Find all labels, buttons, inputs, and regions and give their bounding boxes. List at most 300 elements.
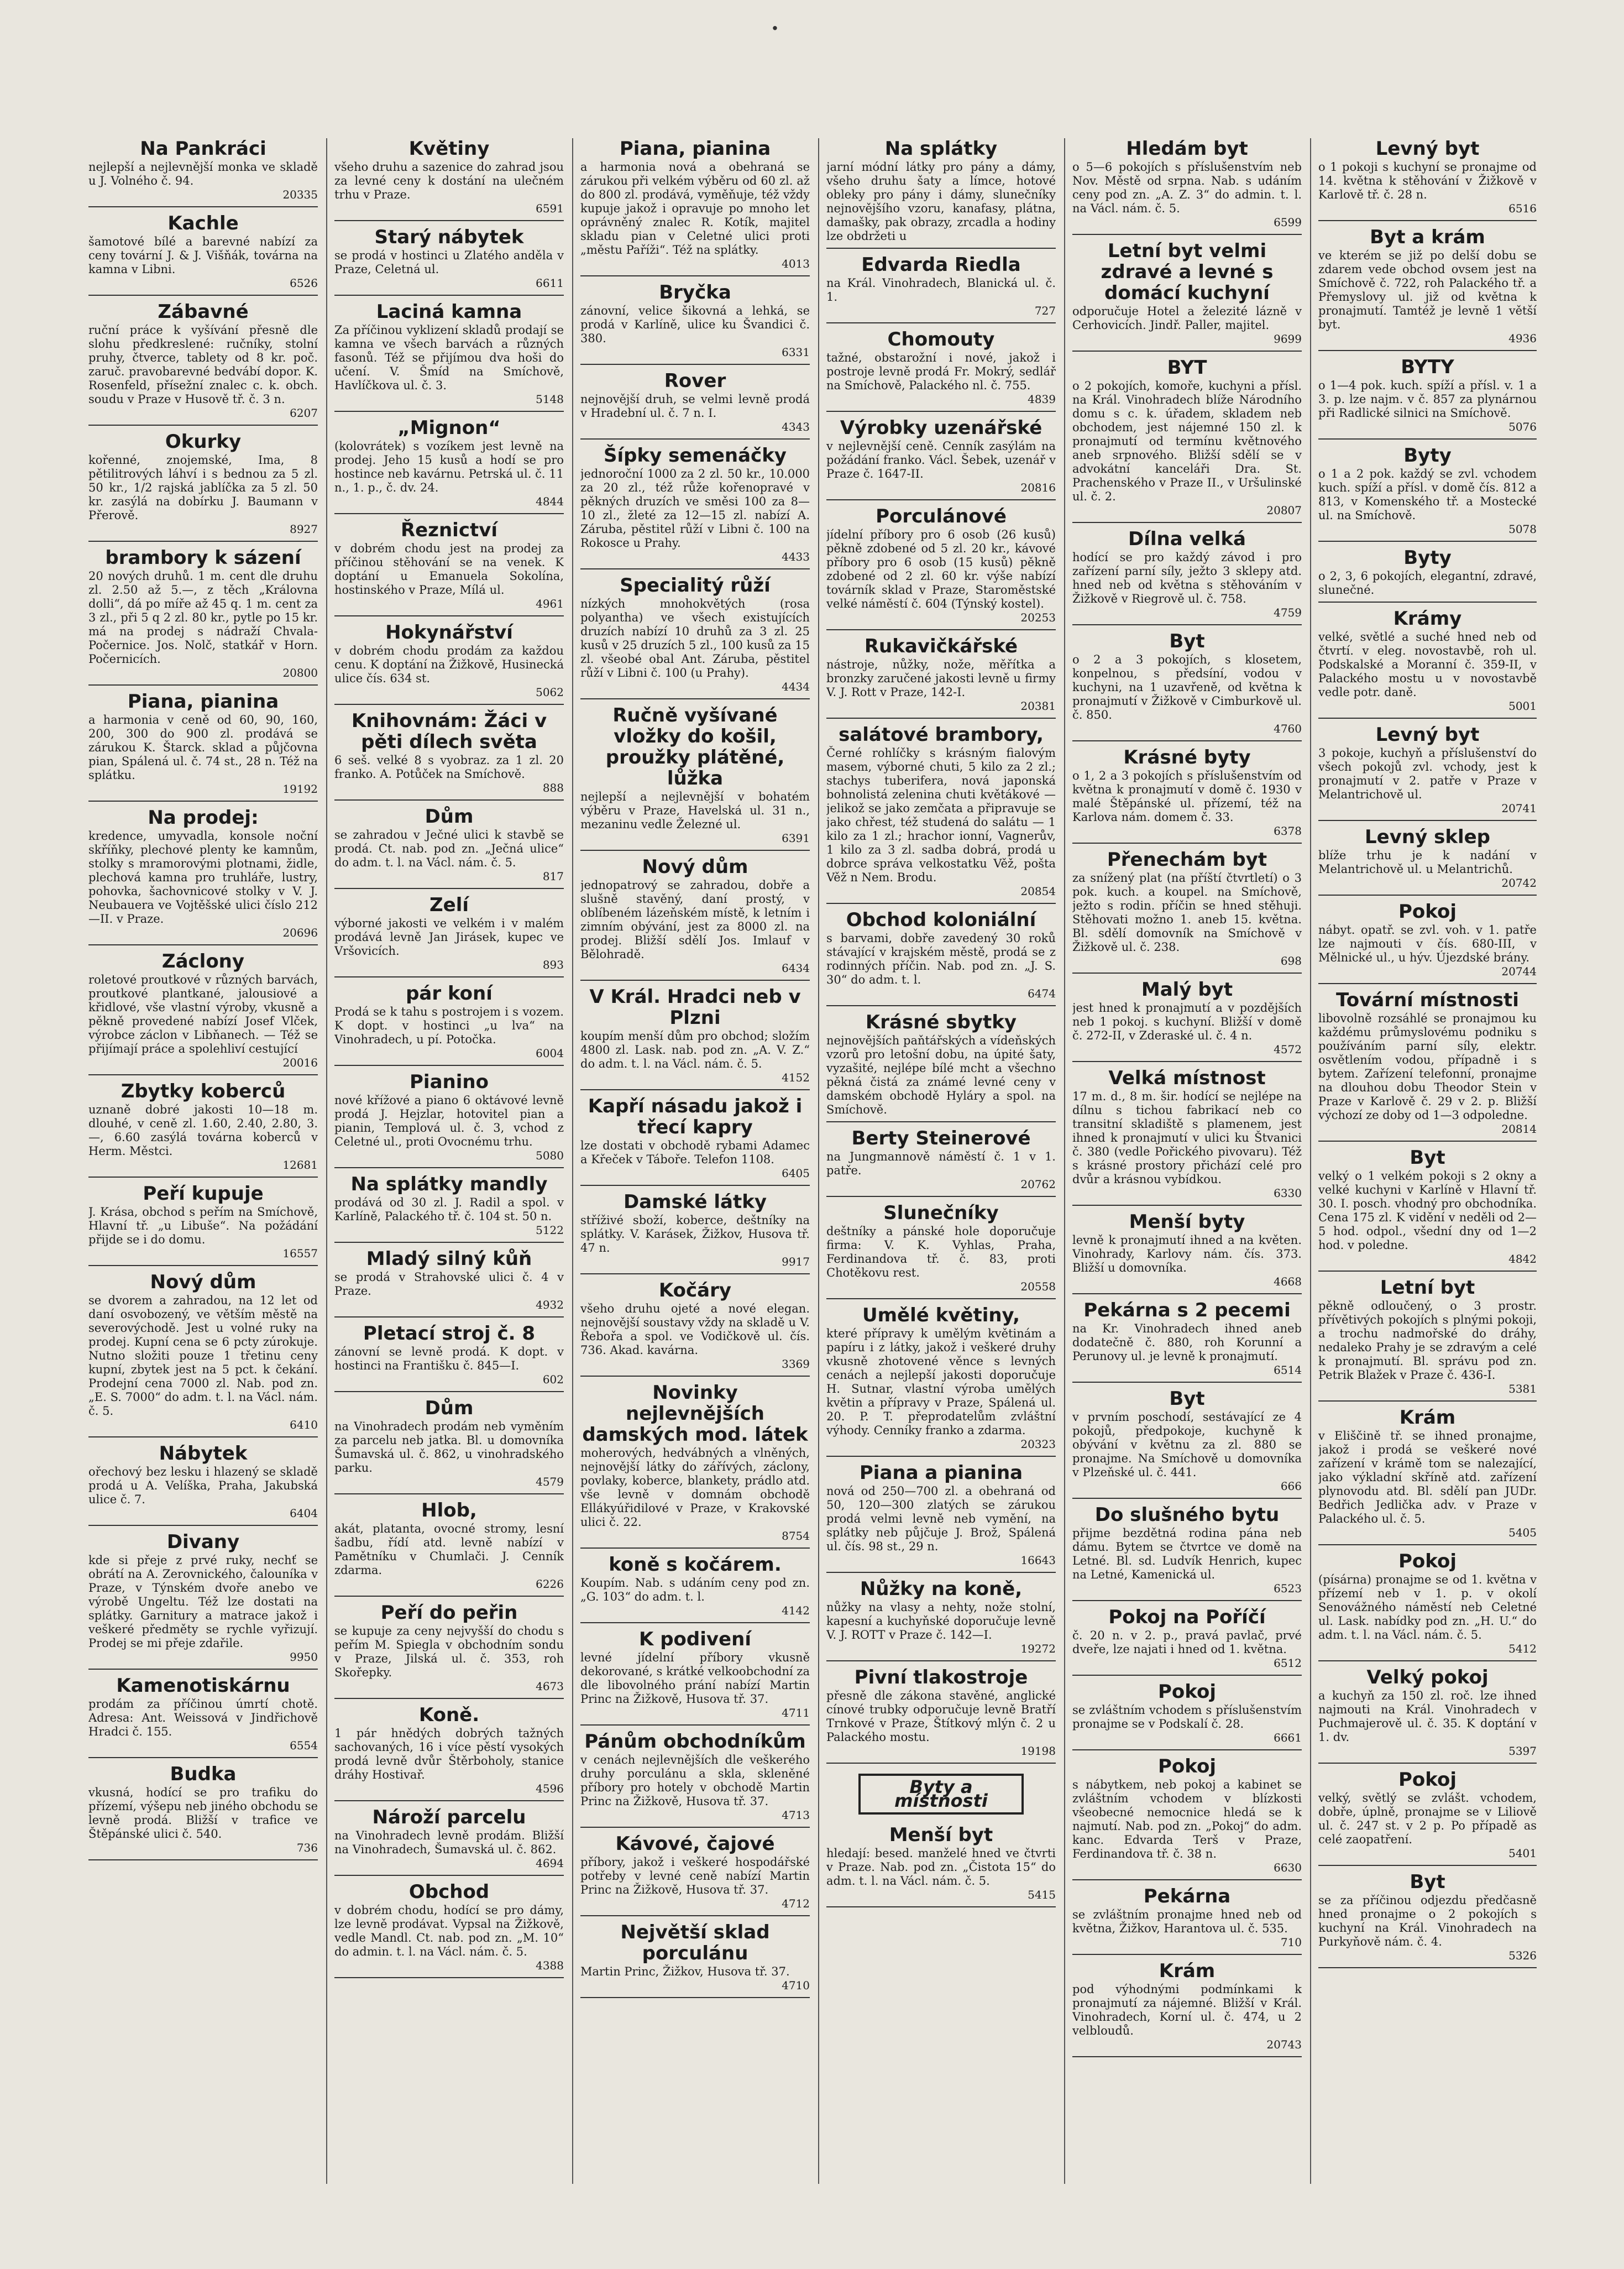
ad-number: 20814: [1501, 1122, 1537, 1136]
ad-body: a harmonia nová a obehraná se zárukou při velkém výběru od 60 zl. až do 800 zl. prodává, vyměňuje, též vždy kupuje jakož i opravuje po mnoho let oprávněný znalec R. Kotík, majitel skladu pian v Celetné ulici proti „městu Paříži“. Též na splátky.: [580, 160, 810, 257]
ad-headline: Dílna velká: [1128, 528, 1246, 550]
column-1: [88, 138, 318, 2184]
classified-ad: [580, 138, 810, 276]
classified-ad: [88, 1183, 318, 1266]
ad-headline: Zelí: [429, 894, 469, 916]
ad-headline: Pekárna s 2 pecemi: [1083, 1299, 1291, 1321]
ad-body: se zvláštním vchodem s příslušenstvím pronajme se v Podskalí č. 28.: [1072, 1703, 1302, 1730]
ad-headline: Levný byt: [1375, 138, 1480, 160]
classified-ad: [334, 1398, 564, 1494]
ad-body: všeho druhu ojeté a nové elegan. nejnovější soustavy vždy na skladě u V. Řebořa a spol. ve Vodičkově ul. čís. 736. Akad. kavárna.: [580, 1302, 810, 1357]
ad-headline: Kočáry: [658, 1279, 732, 1301]
ad-headline: Edvarda Riedla: [861, 254, 1021, 276]
classified-ad: [1072, 1504, 1302, 1601]
classified-ad: [826, 1305, 1056, 1457]
ad-number: 4842: [1508, 1252, 1537, 1266]
ad-number: 5401: [1508, 1847, 1537, 1860]
ad-body: nejlepší a nejlevnější v bohatém výběru v Praze, Havelská ul. 31 n., mezaninu vedle Železné ul.: [580, 790, 810, 831]
ad-body: Prodá se k tahu s postrojem i s vozem. K dopt. v hostinci „u lva“ na Vinohradech, u pí. Potočka.: [334, 1005, 564, 1046]
ad-number: 6512: [1274, 1656, 1302, 1670]
ad-body: o 5—6 pokojích s příslušenstvím neb Nov. Městě od srpna. Nab. s udáním ceny pod zn. „A. Z. 3“ do admin. t. l. na Václ. nám. č. 5.: [1072, 160, 1302, 215]
ad-number: 16643: [1020, 1554, 1056, 1567]
ad-number: 6330: [1274, 1186, 1302, 1200]
ad-headline: Mladý silný kůň: [366, 1248, 532, 1270]
ad-body: hledají: besed. manželé hned ve čtvrti v Praze. Nab. pod zn. „Čistota 15“ do adm. t. l. na Václ. nám. č. 5.: [826, 1847, 1056, 1888]
classified-ad: [334, 1248, 564, 1318]
classified-ad: [334, 227, 564, 296]
ad-body: se kupuje za ceny nejvyšší do chodu s peřím M. Spiegla v obchodním sondu v Praze, Jilská ul. č. 353, roh Skořepky.: [334, 1624, 564, 1679]
ad-number: 4433: [782, 550, 810, 563]
ad-number: 6004: [536, 1047, 564, 1060]
ad-headline: Pekárna: [1143, 1885, 1231, 1907]
classified-ad: [1072, 849, 1302, 974]
ad-headline: Pivní tlakostroje: [854, 1666, 1028, 1688]
classified-ad: [1318, 1147, 1537, 1272]
ad-body: v dobrém chodu, hodící se pro dámy, lze levně prodávat. Vypsal na Žižkově, vedle Mandl. Ct. nab. pod zn. „M. 10“ do admin. t. l. na Václ. nám. č. 5.: [334, 1904, 564, 1958]
ad-number: 4759: [1274, 606, 1302, 619]
ad-body: 3 pokoje, kuchyň a příslušenství do všech pokojů zvl. vchody, jest k pronajmutí v 2. patře v Praze v Melantrichově ul.: [1318, 746, 1537, 801]
classified-ad: [826, 138, 1056, 249]
ad-body: přesně dle zákona stavěné, anglické cínové trubky odporučuje levně Bratří Trnkové v Praze, Štítkový mlýn č. 2 u Palackého mostu.: [826, 1689, 1056, 1744]
classified-ad: [826, 329, 1056, 412]
ad-number: 5412: [1508, 1642, 1537, 1655]
ad-headline: Pokoj: [1158, 1681, 1216, 1703]
ad-headline: Největší sklad porculánu: [620, 1921, 770, 1964]
ad-number: 6391: [782, 832, 810, 845]
classified-ad: [826, 724, 1056, 904]
ad-number: 698: [1280, 954, 1302, 968]
ad-body: moherových, hedvábných a vlněných, nejnovější látky do zářívých, záclony, povlaky, koberce, blankety, prádlo atd. vše levně v domnám obchodě Ellákyúřidilové v Praze, v Krakovské ulici č. 22.: [580, 1446, 810, 1529]
ad-number: 4760: [1274, 722, 1302, 735]
ad-number: 5405: [1508, 1526, 1537, 1539]
ad-headline: Okurky: [165, 431, 242, 453]
ad-headline: Hokynářství: [385, 621, 513, 644]
classified-ad: [580, 575, 810, 699]
ad-number: 20854: [1020, 885, 1056, 898]
classified-ad: [1318, 138, 1537, 221]
ad-number: 6410: [290, 1418, 318, 1431]
ad-body: o 2 pokojích, komoře, kuchyni a přísl. na Král. Vinohradech blíže Národního domu s c. k. úřadem, skladem neb obchodem, jest nájemné 150 zl. k pronajmutí od termínu květnového aneb srpnového. Bližší sdělí se v advokátní kanceláři Dra. St. Prachenského v Praze II., v Uršulinské ul. č. 2.: [1072, 379, 1302, 503]
ad-body: blíže trhu je k nadání v Melantrichově ul. u Melantrichů.: [1318, 849, 1537, 876]
ad-headline: Květiny: [408, 138, 490, 160]
column-2: [334, 138, 564, 2184]
ad-number: 5001: [1508, 699, 1537, 713]
ad-headline: Řeznictví: [400, 519, 498, 541]
ad-headline: pár koní: [406, 982, 493, 1005]
ad-body: nejnovější druh, se velmi levně prodá v Hradební ul. č. 7 n. I.: [580, 393, 810, 420]
ad-number: 4839: [1028, 393, 1056, 406]
ad-number: 6226: [536, 1577, 564, 1591]
ad-headline: salátové brambory,: [839, 724, 1044, 746]
ad-number: 4710: [782, 1979, 810, 1992]
column-rule: [1310, 138, 1311, 2184]
ad-headline: Do slušného bytu: [1094, 1504, 1280, 1526]
ad-headline: Záclony: [161, 950, 245, 973]
classified-ad: [1072, 1886, 1302, 1955]
ad-number: 20253: [1020, 611, 1056, 624]
ad-body: a kuchyň za 150 zl. roč. lze ihned najmouti na Král. Vinohradech v Puchmajerově ul. č. 35. K doptání v 1. dv.: [1318, 1689, 1537, 1744]
ad-body: odporučuje Hotel a železité lázně v Cerhovicích. Jindř. Paller, majitel.: [1072, 305, 1302, 332]
ad-body: se prodá v Strahovské ulici č. 4 v Praze.: [334, 1271, 564, 1298]
ad-headline: Nový dům: [150, 1271, 256, 1293]
column-rule: [326, 138, 327, 2184]
classified-ad: [1318, 227, 1537, 351]
classified-ad: [1318, 445, 1537, 542]
classified-ad: [1072, 1607, 1302, 1676]
ad-body: nízkých mnohokvětých (rosa polyantha) ve všech existujících druzích nabízí 10 druhů za 3 zl. 25 kusů v 25 druzích 5 zl., 100 kusů za 15 zl. všeobé obal Ant. Záruba, pěstitel růží v Libni č. 100 (u Prahy).: [580, 597, 810, 679]
classified-ad: [1318, 990, 1537, 1142]
ad-number: 20335: [282, 188, 318, 201]
ad-number: 6526: [290, 276, 318, 290]
ad-headline: Byt: [1169, 630, 1205, 652]
ad-headline: Obchod: [408, 1881, 490, 1903]
ad-body: levné jídelní příbory vkusně dekorované, s krátké velkoobchodní za dle libovolného prání nabízí Martin Princ na Žižkově, Husova tř. 37.: [580, 1651, 810, 1706]
ad-headline: Byty: [1403, 445, 1452, 467]
ad-headline: Rover: [664, 370, 726, 392]
ad-number: 4343: [782, 420, 810, 433]
ad-headline: Pokoj na Poříčí: [1108, 1606, 1266, 1628]
ad-body: na Jungmannově náměstí č. 1 v 1. patře.: [826, 1150, 1056, 1177]
classified-ad: [826, 1128, 1056, 1197]
ad-body: tažné, obstarožní i nové, jakož i postroje levně prodá Fr. Mokrý, sedlář na Smíchově, Palackého nl. č. 755.: [826, 351, 1056, 392]
ad-number: 9699: [1274, 332, 1302, 346]
ad-headline: Laciná kamna: [376, 301, 522, 323]
classified-ad: [1318, 1407, 1537, 1545]
ad-number: 4694: [536, 1857, 564, 1870]
ad-number: 19272: [1020, 1642, 1056, 1655]
ad-headline: Budka: [170, 1763, 237, 1785]
ad-headline: Krám: [1159, 1960, 1216, 1982]
ad-body: nábyt. opatř. se zvl. voh. v 1. patře lze najmouti v čís. 680-III, v Mělnické ul., u hýv. Újezdské brány.: [1318, 923, 1537, 964]
column-5: [1072, 138, 1302, 2184]
ad-body: 17 m. d., 8 m. šir. hodící se nejlépe na dílnu s tichou fabrikací neb co transitní skladiště s plamenem, jest ihned k pronajmutí v ulici ku Štvanici č. 380 (vedle Pořického pivovaru). Též s krásné prostory přichází celé pro dvůr a krásnou vybídkou.: [1072, 1090, 1302, 1186]
ad-body: 1 pár hnědých dobrých tažných sachovaných, 16 i více pěstí vysokých prodá levně dvůr Štěrboholy, stanice dráhy Hostivař.: [334, 1727, 564, 1781]
ad-body: levně k pronajmutí ihned a na květen. Vinohrady, Karlovy nám. čís. 373. Bližší u domovníka.: [1072, 1233, 1302, 1274]
classified-ad: [1318, 1769, 1537, 1866]
ad-body: (kolovrátek) s vozíkem jest levně na prodej. Jeho 15 kusů a hodí se pro hostince neb kavárnu. Petrská ul. č. 11 n., 1. p., č. dv. 24.: [334, 440, 564, 494]
ad-headline: Kachle: [167, 212, 239, 234]
classified-ad: [334, 417, 564, 514]
ad-number: 12681: [282, 1158, 318, 1172]
ad-number: 8754: [782, 1529, 810, 1543]
classified-ad: [580, 1833, 810, 1916]
ad-body: nové křížové a piano 6 oktávové levně prodá J. Hejzlar, hotovitel pian a pianin, Templová ul. č. 3, vchod z Celetné ul., proti Ovocnému trhu.: [334, 1094, 564, 1148]
ad-number: 6661: [1274, 1731, 1302, 1744]
classified-ad: [88, 1272, 318, 1437]
classified-ad: [88, 691, 318, 802]
ad-number: 736: [296, 1841, 318, 1854]
classified-ad: [1318, 1277, 1537, 1402]
ad-headline: Kapří násadu jakož i třecí kapry: [588, 1095, 803, 1138]
ad-headline: Dům: [425, 1397, 474, 1419]
ad-body: kredence, umyvadla, konsole noční skříňky, plechové plenty ke kamnům, stolky s mramorovými plotnami, židle, plechová kamna pro truhláře, lustry, pohovka, šachovnicové stolky v V. J. Neubauera ve Vojtěšské ulici číslo 212—II. v Praze.: [88, 829, 318, 926]
ad-headline: Malý byt: [1141, 979, 1233, 1001]
ad-number: 888: [542, 781, 564, 794]
ad-headline: Zbytky koberců: [121, 1080, 286, 1102]
ad-headline: BYT: [1167, 357, 1207, 379]
ad-body: které přípravy k umělým květinám a papíru i z látky, jakož i veškeré druhy vkusně zhotovené věnce s levných cenách a nejlepší jakosti doporučuje H. Sutnar, vlastní výroba umělých květin a přípravy v Praze, Spálená ul. 20. P. T. přeprodatelům zvláštní výhody. Cenníky franko a zdarma.: [826, 1327, 1056, 1437]
classified-ad: [334, 1602, 564, 1699]
ad-body: nůžky na vlasy a nehty, nože stolní, kapesní a kuchyňské doporučuje levně V. J. ROTT v Praze č. 142—I.: [826, 1601, 1056, 1641]
ad-body: v nejlevnější ceně. Cenník zasýlám na požádání franko. Václ. Šebek, uzenář v Praze č. 1647-II.: [826, 440, 1056, 480]
ad-headline: Menší byt: [889, 1824, 993, 1846]
ad-number: 6591: [536, 202, 564, 215]
ad-body: o 1 pokoji s kuchyní se pronajme od 14. května k stěhování v Žižkově v Karlově tř. č. 28 n.: [1318, 160, 1537, 201]
ad-body: prodám za příčinou úmrtí chotě. Adresa: Ant. Weissová v Jindřichově Hradci č. 155.: [88, 1697, 318, 1738]
classified-ad: [826, 1824, 1056, 1907]
ad-number: 6611: [536, 276, 564, 290]
ad-number: 4152: [782, 1071, 810, 1084]
page-mark: ·: [771, 15, 779, 41]
ad-number: 19198: [1020, 1744, 1056, 1758]
classified-ad: [1072, 357, 1302, 523]
classified-ad: [580, 282, 810, 365]
ad-headline: Na prodej:: [148, 807, 259, 829]
ad-number: 602: [542, 1373, 564, 1386]
ad-headline: Levný sklep: [1365, 826, 1490, 848]
classified-ad: [88, 1764, 318, 1860]
ad-body: akát, platanta, ovocné stromy, lesní šadbu, řídí atd. levně nabízí v Pamětníku v Chumlači. J. Cenník zdarma.: [334, 1522, 564, 1577]
ad-number: 4713: [782, 1808, 810, 1822]
ad-headline: Krásné sbytky: [865, 1011, 1017, 1033]
ad-body: pod výhodnými podmínkami k pronajmutí za nájemné. Bližší v Král. Vinohradech, Korní ul. č. 474, u 2 velbloudů.: [1072, 1983, 1302, 2037]
ad-number: 4711: [782, 1706, 810, 1719]
ad-number: 4388: [536, 1959, 564, 1972]
ad-number: 5076: [1508, 420, 1537, 433]
classified-ad: [1072, 241, 1302, 352]
ad-headline: Nábytek: [159, 1442, 248, 1465]
ad-number: 6599: [1274, 216, 1302, 229]
ad-headline: Knihovnám: Žáci v pěti dílech světa: [351, 710, 547, 753]
ad-body: šamotové bílé a barevné nabízí za ceny tovární J. & J. Višňák, továrna na kamna v Libni.: [88, 235, 318, 276]
ad-body: hodící se pro každý závod i pro zařízení parní síly, ježto 3 sklepy atd. hned neb od května s stěhováním v Žižkově v Riegrově ul. č. 758.: [1072, 551, 1302, 605]
column-3: [580, 138, 810, 2184]
classified-ad: [826, 1578, 1056, 1661]
ad-body: Za příčinou vyklizení skladů prodají se kamna ve všech barvách a různých fasonů. Též se přijímou dva hoši do učení. V. Šmíd na Smíchově, Havlíčkova ul. č. 3.: [334, 323, 564, 392]
ad-body: přijme bezdětná rodina pána neb dámu. Bytem se čtvrtce ve domě na Letné. Bl. sd. Ludvík Henrich, kupec na Letné, Kamenická ul.: [1072, 1526, 1302, 1581]
ad-body: Černé rohlíčky s krásným fialovým masem, výborné chuti, 5 kilo za 2 zl.; stachys tuberifera, nová japonská bohnolistá zelenina chuti květákové — jelikož se jako zemčata a připravuje se jako chřest, též studená do salátu — 1 kilo za 1 zl.; hrachor ionní, Vagnerův, 1 kilo za 3 zl. sadba dobrá, prodá u dobrce správa velkostatku Věž, pošta Věž n Nem. Brodu.: [826, 746, 1056, 884]
ad-headline: Dům: [425, 806, 474, 828]
ad-number: 4712: [782, 1897, 810, 1910]
ad-body: pěkně odloučený, o 3 prostr. přívětivých pokojích s plnými pokoji, a trochu nadmořské do dráhy, nedaleko Prahy je se zdravým a celé k pronajmutí. Bl. správu pod zn. Petrik Blažek v Praze č. 436-I.: [1318, 1299, 1537, 1382]
section-heading-box: Byty a místnosti: [858, 1774, 1024, 1815]
classified-ad: [334, 710, 564, 801]
column-6: [1318, 138, 1537, 2184]
ad-number: 9950: [290, 1650, 318, 1664]
classified-ad: [88, 301, 318, 426]
classified-ad: [334, 806, 564, 889]
classified-ad: [88, 1081, 318, 1178]
ad-number: 4013: [782, 257, 810, 270]
ad-headline: BYTY: [1401, 356, 1454, 378]
ad-body: se zvláštním pronajme hned neb od května, Žižkov, Harantova ul. č. 535.: [1072, 1908, 1302, 1935]
ad-number: 20558: [1020, 1280, 1056, 1293]
classified-ad: [1318, 827, 1537, 896]
ad-body: vkusná, hodící se pro trafiku do přízemí, výšepu neb jiného obchodu se levně prodá. Bližší v trafice ve Štěpánské ulici č. 540.: [88, 1786, 318, 1841]
ad-number: 4142: [782, 1604, 810, 1617]
classified-ad: [1318, 357, 1537, 440]
classified-ad: [1318, 1667, 1537, 1764]
ad-body: deštníky a pánské hole doporučuje firma: V. K. Vyhlas, Praha, Ferdinandova tř. č. 83, proti Chotěkovu rest.: [826, 1225, 1056, 1279]
ad-body: ořechový bez lesku i hlazený se skladě prodá u A. Velíška, Praha, Jakubská ulice č. 7.: [88, 1465, 318, 1506]
ad-headline: Byt: [1410, 1871, 1445, 1893]
ad-headline: Rukavičkářské: [864, 635, 1018, 657]
ad-body: libovolně rozsáhlé se pronajmou ku každému průmyslovému podniku s používáním parní síly, elektr. osvětlením vodou, případně i s bytem. Zařízení telefonní, pronajme na dlouhou dobu Theodor Stein v Praze v Karlově č. 29 v 2. p. Bližší výchozí ze doby od 1—3 odpoledne.: [1318, 1012, 1537, 1122]
ad-headline: Velký pokoj: [1366, 1666, 1489, 1688]
classified-ad: [580, 1191, 810, 1274]
classified-ad: [334, 983, 564, 1066]
ad-number: 4434: [782, 680, 810, 693]
ad-body: Koupím. Nab. s udáním ceny pod zn. „G. 103“ do adm. t. l.: [580, 1576, 810, 1603]
ad-body: velký, světlý se zvlášt. vchodem, dobře, úplně, pronajme se v Liliově ul. č. 247 st. v 2 p. Po případě as celé zaopatření.: [1318, 1791, 1537, 1846]
ad-body: zánovní se levně prodá. K dopt. v hostinci na Františku č. 845—I.: [334, 1345, 564, 1372]
ad-number: 20762: [1020, 1178, 1056, 1191]
ad-headline: Hlob,: [421, 1499, 477, 1522]
ad-headline: Pletací stroj č. 8: [363, 1322, 536, 1345]
ad-body: a harmonia v ceně od 60, 90, 160, 200, 300 do 900 zl. prodává se zárukou K. Štarck. sklad a půjčovna pian, Spálená ul. č. 74 st., 28 n. Též na splátku.: [88, 713, 318, 782]
classified-ad: [1318, 901, 1537, 984]
classified-ad: [1072, 1756, 1302, 1880]
ad-number: 20744: [1501, 965, 1537, 978]
ad-body: lze dostati v obchodě rybami Adamec a Křeček v Táboře. Telefon 1108.: [580, 1139, 810, 1166]
ad-number: 727: [1034, 304, 1056, 317]
ad-headline: Na splátky mandly: [350, 1173, 548, 1195]
classified-ad: [1318, 724, 1537, 821]
ad-number: 6207: [290, 406, 318, 420]
ad-headline: Na Pankráci: [140, 138, 266, 160]
ad-headline: Nároží parcelu: [372, 1806, 526, 1828]
newspaper-page: [88, 138, 1537, 2184]
ad-headline: Na splátky: [884, 138, 998, 160]
classified-ad: [1318, 547, 1537, 603]
classified-ad: [1072, 747, 1302, 844]
ad-number: 5397: [1508, 1744, 1537, 1758]
classified-ad: [334, 622, 564, 705]
classified-ad: [580, 856, 810, 981]
ad-number: 3369: [782, 1357, 810, 1371]
classified-ad: [334, 1500, 564, 1597]
ad-body: uznaně dobré jakosti 10—18 m. dlouhé, v ceně zl. 1.60, 2.40, 2.80, 3.—, 6.60 zasýlá továrna koberců v Herm. Městci.: [88, 1103, 318, 1158]
ad-number: 6630: [1274, 1861, 1302, 1874]
ad-number: 666: [1280, 1479, 1302, 1493]
column-rule: [572, 138, 573, 2184]
classified-ad: [334, 1071, 564, 1168]
ad-number: 20696: [282, 926, 318, 939]
classified-ad: [826, 1203, 1056, 1299]
classified-ad: [88, 213, 318, 296]
ad-headline: Nůžky na koně,: [860, 1578, 1023, 1600]
ad-body: 6 seš. velké 8 s vyobraz. za 1 zl. 20 franko. A. Potůček na Smíchově.: [334, 754, 564, 781]
ad-headline: Damské látky: [623, 1191, 767, 1213]
ad-number: 4579: [536, 1475, 564, 1488]
ad-headline: K podivení: [639, 1628, 751, 1650]
ad-body: nástroje, nůžky, nože, měřítka a bronzky zaručené jakosti levně u firmy V. J. Rott v Praze, 142-I.: [826, 658, 1056, 699]
ad-body: Martin Princ, Žižkov, Husova tř. 37.: [580, 1965, 790, 1978]
ad-body: o 1, 2 a 3 pokojích s příslušenstvím od května k pronajmutí v domě č. 1930 v malé Štěpánské ul. přízemí, též na Karlova nám. domem č. 33.: [1072, 769, 1302, 824]
ad-number: 20743: [1266, 2038, 1302, 2051]
ad-headline: „Mignon“: [397, 417, 501, 439]
ad-headline: Byt: [1410, 1147, 1445, 1169]
ad-headline: V Král. Hradci neb v Plzni: [589, 986, 801, 1029]
classified-ad: [88, 1675, 318, 1758]
classified-ad: [88, 431, 318, 542]
ad-headline: Byt a krám: [1370, 226, 1485, 248]
ad-body: o 2, 3, 6 pokojích, elegantní, zdravé, slunečné.: [1318, 569, 1537, 597]
ad-number: 6331: [782, 346, 810, 359]
ad-headline: Koně.: [418, 1704, 480, 1726]
ad-headline: Hledám byt: [1126, 138, 1248, 160]
ad-body: jest hned k pronajmutí a v pozdějších neb 1 pokoj. s kuchyní. Bližší v domě č. 272-II, v Zderaské ul. č. 4 n.: [1072, 1001, 1302, 1042]
ad-headline: Piana, pianina: [127, 691, 279, 713]
ad-number: 5078: [1508, 522, 1537, 536]
ad-body: (písárna) pronajme se od 1. května v přízemí neb v 1. p. v okolí Senovážného náměstí neb Celetné ul. Lask. nabídky pod zn. „H. U.“ do adm. t. l. na Václ. nám. č. 5.: [1318, 1573, 1537, 1641]
ad-body: stříživé sboží, koberce, deštníky na splátky. V. Karásek, Žižkov, Husova tř. 47 n.: [580, 1214, 810, 1254]
ad-body: v dobrém chodu prodám za každou cenu. K doptání na Žižkově, Husinecká ulice čís. 634 st.: [334, 644, 564, 685]
ad-number: 5148: [536, 393, 564, 406]
classified-ad: [580, 445, 810, 569]
ad-body: prodává od 30 zl. J. Radil a spol. v Karlíně, Palackého tř. č. 104 st. 50 n.: [334, 1196, 564, 1223]
classified-ad: [580, 1554, 810, 1623]
ad-number: 6404: [290, 1507, 318, 1520]
classified-ad: [580, 1096, 810, 1186]
ad-headline: koně s kočárem.: [609, 1554, 782, 1576]
classified-ad: [580, 986, 810, 1090]
ad-body: v Eliščině tř. se ihned pronajme, jakož i prodá se veškeré nové zařízení v krámě tom se nalezající, jako výkladní skříně atd. zařízení plynovodu atd. Bl. sdělí pan JUDr. Bedřich Jedlička adv. v Praze v Palackého ul. č. 5.: [1318, 1429, 1537, 1525]
ad-number: 5326: [1508, 1949, 1537, 1962]
ad-number: 4932: [536, 1298, 564, 1311]
classified-ad: [1318, 608, 1537, 719]
classified-ad: [826, 1667, 1056, 1764]
ad-headline: Pokoj: [1398, 901, 1457, 923]
ad-body: ruční práce k vyšívání přesně dle slohu předkreslené: ručníky, stolní pruhy, čtverce, tablety od 8 kr. poč. zaruč. pravobarevné bedvábí dopor. K. Rosenfeld, přísežní znalec c. k. obch. soudu v Praze v Husově tř. č. 3 n.: [88, 323, 318, 406]
ad-number: 6378: [1274, 824, 1302, 838]
ad-number: 20741: [1501, 802, 1537, 815]
classified-ad: [88, 807, 318, 945]
ad-number: 20807: [1266, 504, 1302, 517]
classified-ad: [334, 138, 564, 221]
classified-ad: [334, 1807, 564, 1876]
ad-number: 4844: [536, 495, 564, 508]
ad-body: zánovní, velice šikovná a lehká, se prodá v Karlíně, ulice ku Švandici č. 380.: [580, 304, 810, 345]
ad-headline: Piana, pianina: [619, 138, 771, 160]
ad-body: za snížený plat (na příští čtvrtletí) o 3 pok. kuch. a koupel. na Smíchově, ježto s rodin. příčin se hned stěhuji. Stěhovati možno 1. aneb 15. května. Bl. sdělí domovník na Smíchově v Žižkově ul. č. 238.: [1072, 871, 1302, 954]
classified-ad: [580, 1280, 810, 1377]
ad-headline: Krám: [1399, 1407, 1456, 1429]
column-rule: [818, 138, 819, 2184]
ad-body: všeho druhu a sazenice do zahrad jsou za levné ceny k dostání na ulečném trhu v Praze.: [334, 160, 564, 201]
classified-ad: [88, 951, 318, 1075]
classified-ad: [334, 1705, 564, 1801]
ad-body: jarní módní látky pro pány a dámy, všeho druhu šaty a límce, hotové obleky pro pány i dámy, slunečníky nejnovějšího vzoru, kanafasy, plátna, damašky, pak obrazy, zrcadla a hodiny lze obdržeti u: [826, 160, 1056, 243]
classified-ad: [334, 895, 564, 977]
ad-body: se dvorem a zahradou, na 12 let od daní osvobozený, ve větším městě na severovýchodě. Jest u volné ruky na prodej. Kupní cena se 6 pcty zúrokuje. Nutno složiti pouze 1 třetinu ceny kupní, zbytek jest na 5 pct. k čekání. Prodejní cena 7000 zl. Nab. pod zn. „E. S. 7000“ do adm. t. l. na Václ. nám. č. 5.: [88, 1294, 318, 1418]
classified-ad: [88, 547, 318, 686]
ad-number: 710: [1280, 1936, 1302, 1949]
ad-headline: Bryčka: [659, 281, 731, 304]
ad-body: nová od 250—700 zl. a obehraná od 50, 120—300 zlatých se zárukou prodá velmi levně neb vymění, na splátky neb půjčuje J. Brož, Spálená ul. čís. 98 st., 29 n.: [826, 1484, 1056, 1553]
ad-body: J. Krása, obchod s peřím na Smíchově, Hlavní tř. „u Libuše“. Na požádání přijde se i do domu.: [88, 1205, 318, 1246]
column-rule: [1064, 138, 1065, 2184]
ad-headline: Kávové, čajové: [615, 1833, 775, 1855]
classified-ad: [826, 254, 1056, 323]
ad-headline: Zábavné: [158, 301, 249, 323]
ad-headline: Pánům obchodníkům: [584, 1730, 806, 1753]
ad-headline: Umělé květiny,: [862, 1304, 1020, 1326]
classified-ad: [826, 909, 1056, 1006]
ad-number: 5381: [1508, 1382, 1537, 1395]
ad-body: s nábytkem, neb pokoj a kabinet se zvláštním vchodem v blízkosti všeobecné nemocnice hledá se k najmutí. Nab. pod zn. „Pokoj“ do adm. kanc. Edvarda Terš v Praze, Ferdinandova tř. č. 38 n.: [1072, 1778, 1302, 1860]
classified-ad: [826, 417, 1056, 500]
